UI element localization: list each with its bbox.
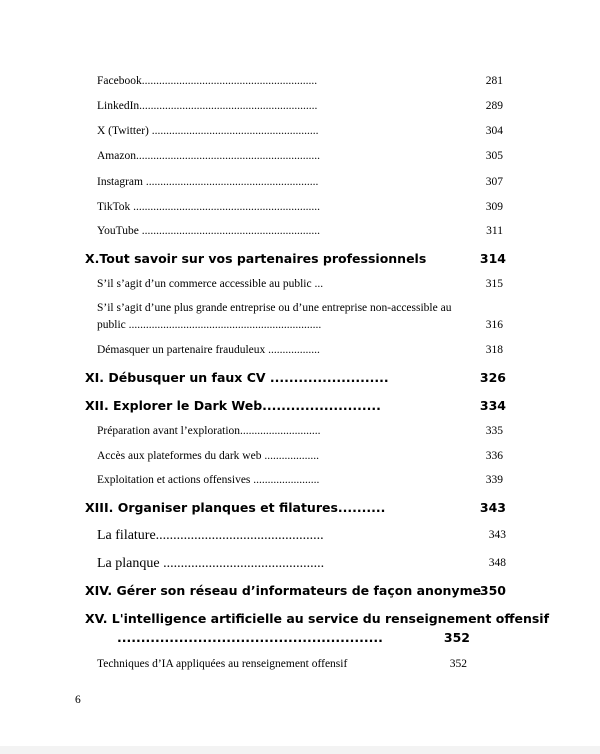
toc-entry[interactable]: TikTok ................................................................. (97, 201, 321, 213)
toc-entry-continuation[interactable]: public ................................................................... (97, 319, 322, 331)
toc-chapter-leader[interactable]: ........................................................ (117, 630, 383, 645)
toc-page-number: 343 (488, 529, 506, 541)
toc-page-number: 304 (485, 125, 503, 137)
toc-entry[interactable]: Accès aux plateformes du dark web ................... (97, 450, 319, 462)
toc-page-number: 352 (449, 658, 467, 670)
toc-page-number: 314 (479, 251, 506, 266)
toc-page-number: 289 (485, 100, 503, 112)
toc-page-number: 336 (485, 450, 503, 462)
toc-page-number: 335 (485, 425, 503, 437)
toc-entry[interactable]: LinkedIn.............................................................. (97, 100, 318, 112)
footer-page-number: 6 (75, 694, 81, 706)
toc-entry[interactable]: Instagram ............................................................ (97, 176, 319, 188)
toc-entry[interactable]: Exploitation et actions offensives ....................... (97, 474, 320, 486)
toc-page-number: 305 (485, 150, 503, 162)
page-edge (0, 746, 600, 754)
toc-page-number: 352 (443, 630, 470, 645)
toc-page-number: 326 (479, 370, 506, 385)
toc-page-number: 348 (488, 557, 506, 569)
toc-entry[interactable]: Démasquer un partenaire frauduleux .................. (97, 344, 320, 356)
toc-entry[interactable]: Techniques d’IA appliquées au renseignement offensif (97, 658, 348, 670)
toc-page-number: 334 (479, 398, 506, 413)
toc-chapter[interactable]: XIII. Organiser planques et filatures.......... (85, 500, 386, 515)
toc-page-number: 316 (485, 319, 503, 331)
toc-entry[interactable]: S’il s’agit d’une plus grande entreprise ou d’une entreprise non-accessible au (97, 302, 452, 314)
toc-chapter[interactable]: X.Tout savoir sur vos partenaires professionnels (85, 251, 427, 266)
toc-entry[interactable]: Préparation avant l’exploration............................ (97, 425, 321, 437)
toc-entry[interactable]: La planque .............................................. (97, 556, 325, 571)
toc-page-number: 309 (485, 201, 503, 213)
toc-entry[interactable]: Facebook............................................................. (97, 75, 318, 87)
toc-entry[interactable]: S’il s’agit d’un commerce accessible au public ... (97, 278, 324, 290)
toc-page-number: 318 (485, 344, 503, 356)
toc-entry[interactable]: YouTube .............................................................. (97, 225, 321, 237)
toc-entry[interactable]: La filature................................................ (97, 528, 324, 543)
toc-page-number: 343 (479, 500, 506, 515)
toc-page-number: 311 (486, 225, 503, 237)
toc-page-number: 339 (485, 474, 503, 486)
toc-chapter[interactable]: XII. Explorer le Dark Web......................... (85, 398, 381, 413)
toc-page-number: 350 (479, 583, 506, 598)
toc-chapter[interactable]: XIV. Gérer son réseau d’informateurs de façon anonyme (85, 583, 482, 598)
toc-page-number: 307 (485, 176, 503, 188)
toc-chapter[interactable]: XV. L'intelligence artificielle au service du renseignement offensif (85, 611, 550, 626)
toc-entry[interactable]: Amazon................................................................ (97, 150, 320, 162)
toc-entry[interactable]: X (Twitter) .......................................................... (97, 125, 319, 137)
toc-page-number: 281 (485, 75, 503, 87)
toc-chapter[interactable]: XI. Débusquer un faux CV ......................... (85, 370, 389, 385)
toc-page-number: 315 (485, 278, 503, 290)
